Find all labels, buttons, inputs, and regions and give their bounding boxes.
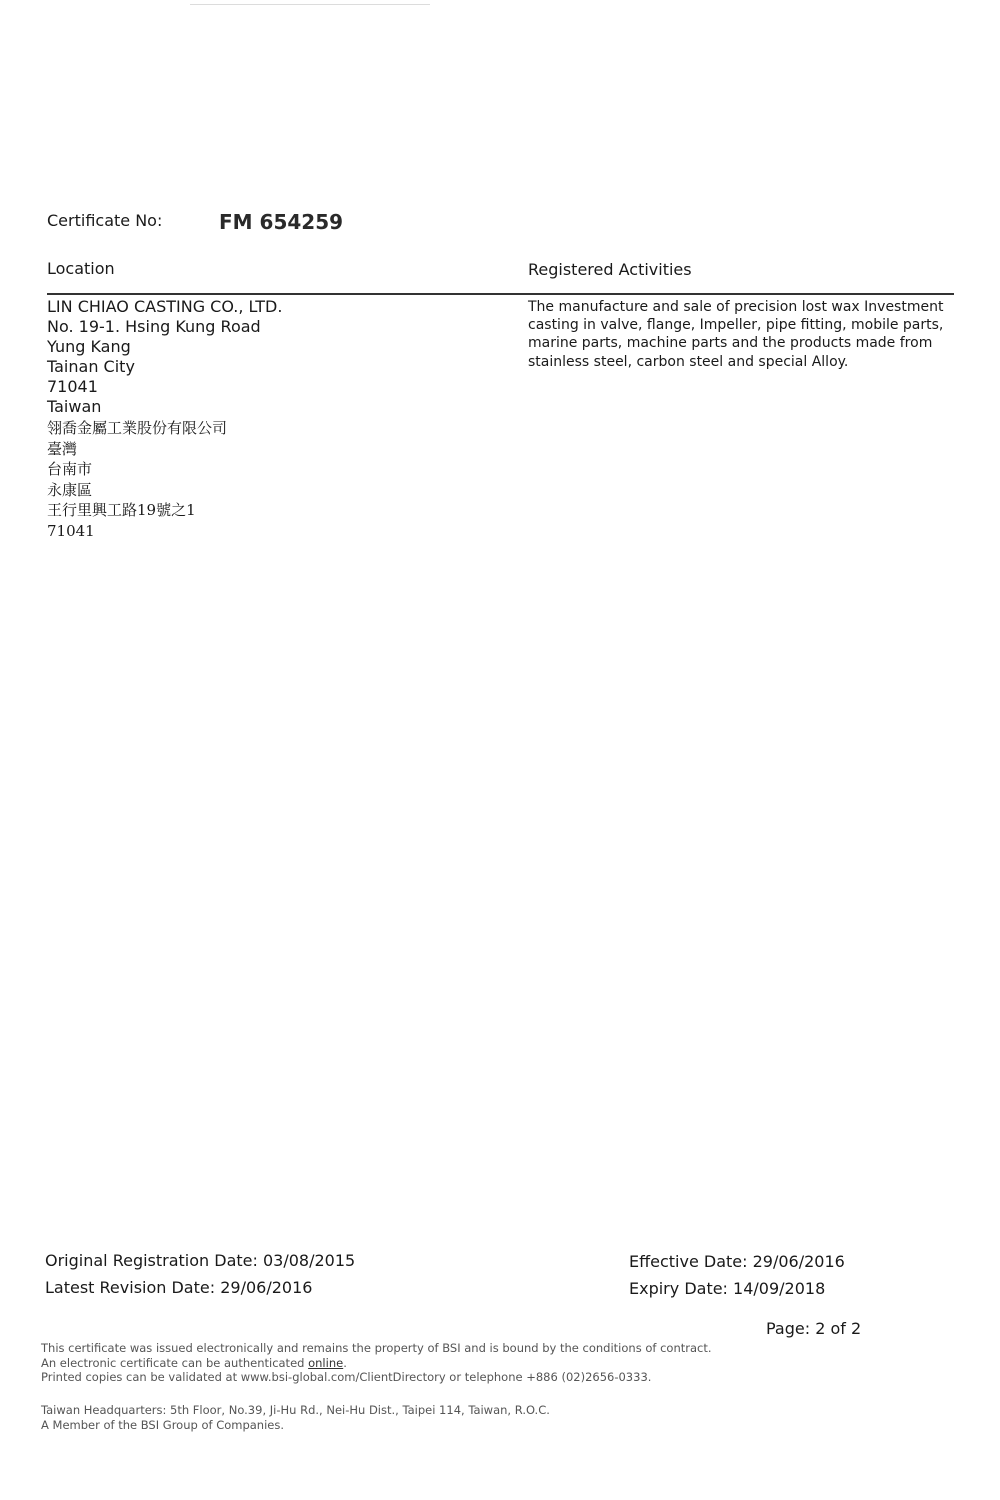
original-registration-date [45,1248,355,1275]
latest-revision-value: 29/06/2016 [220,1277,313,1297]
chinese-address-block [47,418,227,541]
footer-validation-note: Printed copies can be validated at www.bsi-global.com/ClientDirectory or telephone +886 (02)2656-0333. [41,1370,652,1385]
address-block [47,297,282,417]
certificate-number-label: Certificate No: [47,211,163,230]
chinese-address-country: 臺灣 [47,439,78,458]
online-authentication-link[interactable]: online [308,1355,344,1370]
footer-authentication-text: An electronic certificate can be authenticated [41,1355,309,1370]
registration-dates-right [629,1249,845,1302]
page-number: Page: 2 of 2 [766,1319,862,1338]
latest-revision-date [45,1275,355,1302]
headquarters-address: Taiwan Headquarters: 5th Floor, No.39, Ji-Hu Rd., Nei-Hu Dist., Taipei 114, Taiwan, R.O.C. [41,1403,550,1417]
registration-dates-left [45,1248,355,1301]
top-edge-rule [190,4,430,5]
address-line-district: Yung Kang [47,337,131,356]
header-divider [47,293,954,295]
address-line-company: LIN CHIAO CASTING CO., LTD. [47,297,283,316]
location-heading: Location [47,259,115,278]
group-membership-note: A Member of the BSI Group of Companies. [41,1417,285,1432]
address-line-postcode: 71041 [47,377,98,396]
expiry-date-label: Expiry Date: [629,1278,728,1298]
address-line-country: Taiwan [47,397,102,416]
expiry-date-value: 14/09/2018 [733,1278,826,1298]
chinese-address-district: 永康區 [47,480,93,499]
chinese-address-postcode: 71041 [47,521,95,540]
footer-authentication-note [41,1356,712,1371]
effective-date-label: Effective Date: [629,1252,748,1271]
effective-date [629,1249,845,1276]
certificate-footer-notes [41,1341,712,1385]
original-registration-value: 03/08/2015 [263,1251,356,1270]
address-line-city: Tainan City [47,357,135,376]
expiry-date [629,1276,845,1303]
footer-property-note: This certificate was issued electronically and remains the property of BSI and is bound by the conditions of contract. [41,1341,712,1355]
chinese-address-street: 王行里興工路19號之1 [47,501,196,519]
headquarters-block [41,1403,550,1432]
latest-revision-label: Latest Revision Date: [45,1277,216,1297]
footer-authentication-period: . [343,1355,347,1370]
registered-activities-text: The manufacture and sale of precision lost wax Investment casting in valve, flange, Impeller, pipe fitting, mobile parts, marine parts, machine parts and the products made from stainless steel, carbon steel and special Alloy. [528,299,944,370]
address-line-street: No. 19-1. Hsing Kung Road [47,317,261,336]
chinese-address-city: 台南市 [47,460,93,478]
registered-activities-heading: Registered Activities [528,260,692,279]
original-registration-label: Original Registration Date: [45,1251,258,1270]
effective-date-value: 29/06/2016 [752,1252,845,1271]
certificate-number: FM 654259 [219,210,344,234]
chinese-address-company: 翎喬金屬工業股份有限公司 [47,419,228,437]
